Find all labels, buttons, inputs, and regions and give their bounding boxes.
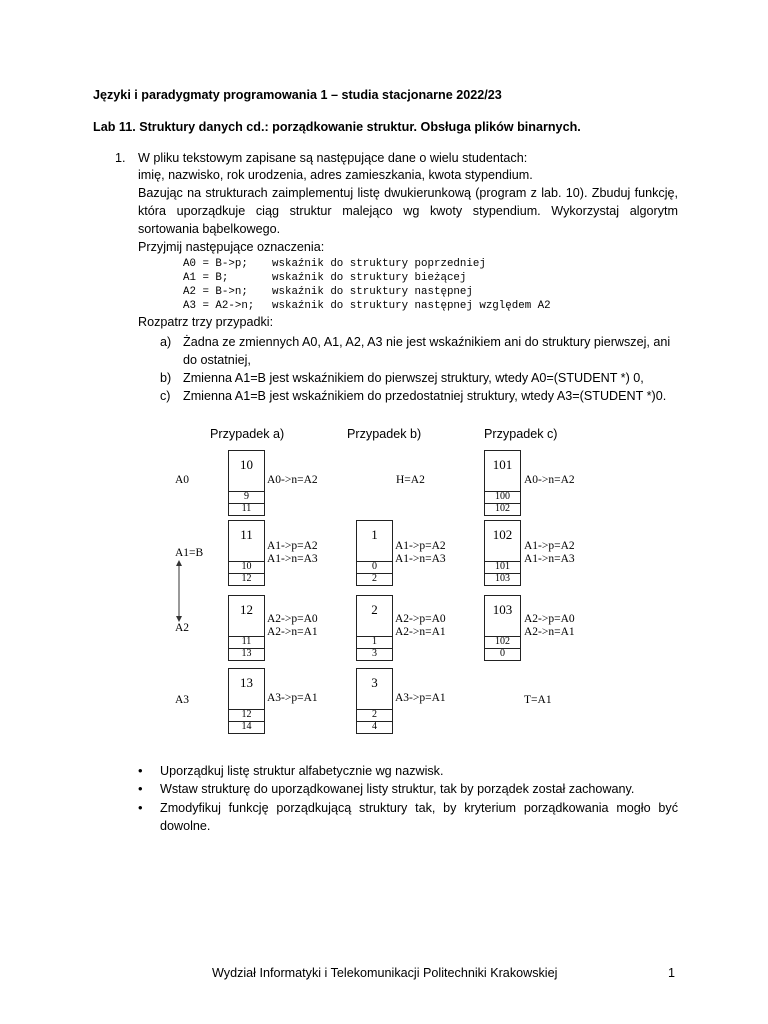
footer-institution: Wydział Informatyki i Telekomunikacji Politechniki Krakowskiej bbox=[212, 966, 558, 980]
pointer-label: A0->n=A2 bbox=[267, 474, 318, 486]
bullet-text-3: Zmodyfikuj funkcję porządkującą struktury tak, by kryterium porządkowania mogło być dowolne. bbox=[160, 801, 678, 833]
tail-label: T=A1 bbox=[524, 694, 552, 706]
pointer-label: A2->n=A1 bbox=[524, 626, 575, 638]
struct-box: 10 9 11 bbox=[228, 450, 265, 516]
page-number: 1 bbox=[668, 966, 676, 980]
struct-box: 13 12 14 bbox=[228, 668, 265, 734]
struct-box: 11 10 12 bbox=[228, 520, 265, 586]
case-b-letter: b) bbox=[160, 371, 172, 385]
course-title: Języki i paradygmaty programowania 1 – studia stacjonarne 2022/23 bbox=[93, 88, 502, 102]
code-lhs-3: A3 = A2->n; bbox=[183, 300, 255, 312]
bullet-text-1: Uporządkuj listę struktur alfabetycznie wg nazwisk. bbox=[160, 764, 444, 778]
struct-box: 101 100 102 bbox=[484, 450, 521, 516]
code-desc-1: wskaźnik do struktury bieżącej bbox=[272, 272, 467, 284]
cases-intro: Rozpatrz trzy przypadki: bbox=[138, 315, 274, 329]
pointer-label: A0->n=A2 bbox=[524, 474, 575, 486]
struct-box: 2 1 3 bbox=[356, 595, 393, 661]
task-paragraph: Bazując na strukturach zaimplementuj listę dwukierunkową (program z lab. 10). Zbuduj funkcję, która uporządkuje ciąg struktur malejąco wg kwoty stypendium. Wykorzystaj algorytm sortowania bąbelkowego. bbox=[138, 186, 678, 236]
case-c-letter: c) bbox=[160, 389, 171, 403]
case-b-line: Zmienna A1=B jest wskaźnikiem do pierwszej struktury, wtedy A0=(STUDENT *) 0, bbox=[183, 371, 644, 385]
code-lhs-0: A0 = B->p; bbox=[183, 258, 248, 270]
row-label-a2: A2 bbox=[175, 622, 190, 634]
pointer-label: A1->p=A2 bbox=[524, 540, 575, 552]
pointer-label: A3->p=A1 bbox=[395, 692, 446, 704]
task-line-1: W pliku tekstowym zapisane są następujące dane o wielu studentach: bbox=[138, 151, 528, 165]
code-desc-2: wskaźnik do struktury następnej bbox=[272, 286, 473, 298]
diagram-header-c: Przypadek c) bbox=[484, 427, 558, 441]
struct-box: 12 11 13 bbox=[228, 595, 265, 661]
row-label-a1: A1=B bbox=[175, 547, 204, 559]
case-a-line-1: Żadna ze zmiennych A0, A1, A2, A3 nie jest wskaźnikiem ani do struktury pierwszej, ani bbox=[183, 335, 671, 349]
pointer-label: A2->p=A0 bbox=[267, 613, 318, 625]
diagram-header-b: Przypadek b) bbox=[347, 427, 422, 441]
bullet-text-2: Wstaw strukturę do uporządkowanej listy struktur, tak by porządek został zachowany. bbox=[160, 782, 635, 796]
diagram-header-a: Przypadek a) bbox=[210, 427, 285, 441]
task-number: 1. bbox=[115, 151, 126, 165]
code-desc-3: wskaźnik do struktury następnej względem A2 bbox=[272, 300, 551, 312]
pointer-label: A2->p=A0 bbox=[395, 613, 446, 625]
code-desc-0: wskaźnik do struktury poprzedniej bbox=[272, 258, 486, 270]
struct-box: 103 102 0 bbox=[484, 595, 521, 661]
notation-intro: Przyjmij następujące oznaczenia: bbox=[138, 240, 325, 254]
pointer-label: A1->n=A3 bbox=[524, 553, 575, 565]
case-a-line-2: do ostatniej, bbox=[183, 353, 251, 367]
lab-title: Lab 11. Struktury danych cd.: porządkowanie struktur. Obsługa plików binarnych. bbox=[93, 120, 581, 134]
pointer-label: A1->n=A3 bbox=[395, 553, 446, 565]
head-label: H=A2 bbox=[396, 474, 425, 486]
pointer-label: A2->n=A1 bbox=[267, 626, 318, 638]
code-lhs-2: A2 = B->n; bbox=[183, 286, 248, 298]
code-lhs-1: A1 = B; bbox=[183, 272, 229, 284]
case-a-letter: a) bbox=[160, 335, 172, 349]
row-label-a0: A0 bbox=[175, 474, 190, 486]
pointer-label: A2->n=A1 bbox=[395, 626, 446, 638]
pointer-label: A2->p=A0 bbox=[524, 613, 575, 625]
case-c-line: Zmienna A1=B jest wskaźnikiem do przedostatniej struktury, wtedy A3=(STUDENT *)0. bbox=[183, 389, 667, 403]
double-arrow-icon bbox=[174, 560, 184, 622]
bullet-icon: • bbox=[138, 800, 143, 815]
pointer-label: A1->p=A2 bbox=[395, 540, 446, 552]
task-line-2: imię, nazwisko, rok urodzenia, adres zamieszkania, kwota stypendium. bbox=[138, 168, 533, 182]
linked-list-diagram bbox=[160, 440, 600, 740]
struct-box: 102 101 103 bbox=[484, 520, 521, 586]
pointer-label: A1->p=A2 bbox=[267, 540, 318, 552]
bullet-icon: • bbox=[138, 781, 143, 796]
pointer-label: A3->p=A1 bbox=[267, 692, 318, 704]
row-label-a3: A3 bbox=[175, 694, 190, 706]
struct-box: 1 0 2 bbox=[356, 520, 393, 586]
struct-box: 3 2 4 bbox=[356, 668, 393, 734]
pointer-label: A1->n=A3 bbox=[267, 553, 318, 565]
bullet-icon: • bbox=[138, 763, 143, 778]
